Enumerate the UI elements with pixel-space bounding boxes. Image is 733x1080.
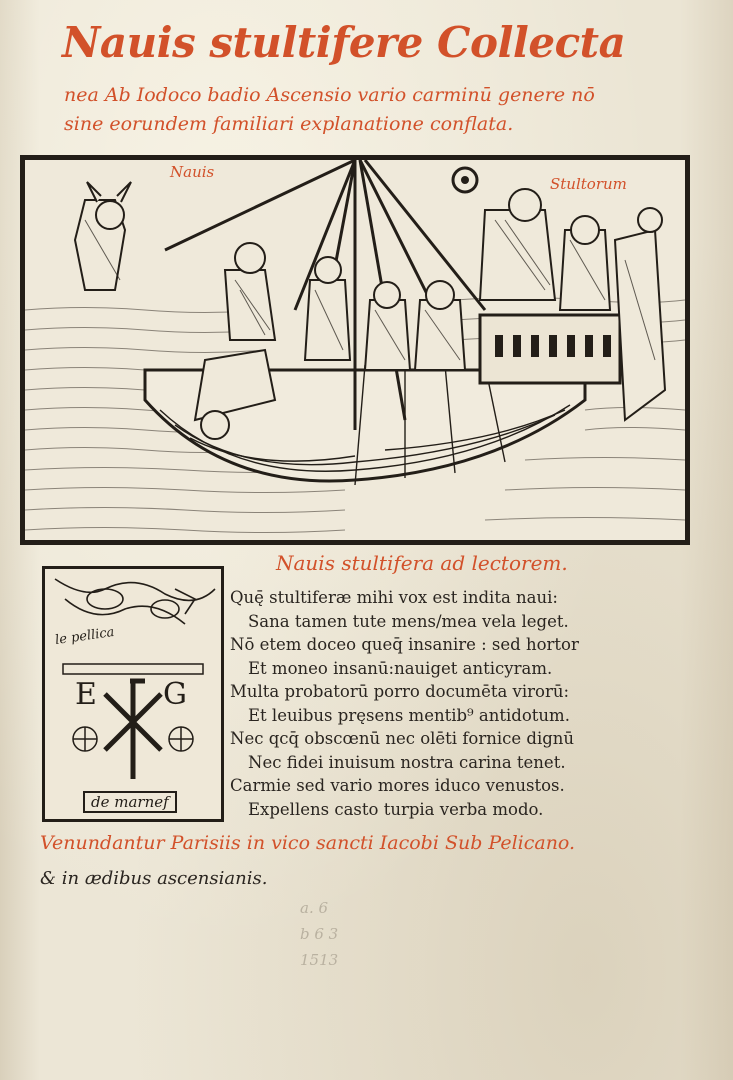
subtitle-line-2: sine eorundem familiari explanatione conflata. (64, 113, 514, 135)
verse-line: Carmie sed vario mores iduco venustos. (230, 776, 565, 795)
woodcut-illustration (25, 160, 685, 540)
pencil-note: 1513 (300, 951, 339, 969)
verse-line: Quę̄ stultiferæ mihi vox est indita naui: (230, 588, 558, 607)
ship-of-fools-woodcut (20, 155, 690, 545)
pencil-note: b 6 3 (300, 925, 339, 943)
imprint-line-2: & in ædibus ascensianis. (40, 868, 268, 889)
woodcut-caption: Nauis stultifera ad lectorem. (276, 551, 568, 575)
verse-line: Sana tamen tute mens/mea vela leget. (248, 611, 569, 631)
verse-block (230, 586, 590, 821)
pencil-annotations (300, 895, 338, 973)
verse-line: Et moneo insanū:nauiget anticyram. (248, 658, 553, 678)
printer-device-pelican (42, 566, 224, 822)
imprint-line: Venundantur Parisiis in vico sancti Iacobi Sub Pelicano. (40, 832, 576, 854)
verse-line: Nō etem doceo queq̄ insanire : sed hortor (230, 635, 579, 654)
verse-line: Nec fidei inuisum nostra carina tenet. (248, 752, 566, 772)
verse-line: Et leuibus pręsens mentib⁹ antidotum. (248, 705, 570, 725)
svg-text:G: G (163, 677, 187, 712)
subtitle-line-1: nea Ab Iodoco badio Ascensio vario carminū genere nō (64, 84, 595, 106)
verse-line: Expellens casto turpia verba modo. (248, 799, 544, 819)
verse-line: Nec qcq̄ obscœnū nec olēti fornice dignū (230, 729, 575, 748)
printers-mark-illustration (45, 569, 221, 819)
woodcut-label-nauis: Nauis (170, 163, 215, 181)
printer-mark-top-text: le pellica (54, 624, 116, 649)
pencil-note: a. 6 (300, 899, 329, 917)
svg-text:E: E (75, 677, 97, 712)
woodcut-label-stultorum: Stultorum (550, 175, 627, 193)
page-title: Nauis stultifere Collecta (62, 18, 626, 67)
printer-mark-bottom-text: de marnef (83, 791, 177, 813)
verse-line: Multa probatorū porro documēta virorū: (230, 682, 570, 701)
